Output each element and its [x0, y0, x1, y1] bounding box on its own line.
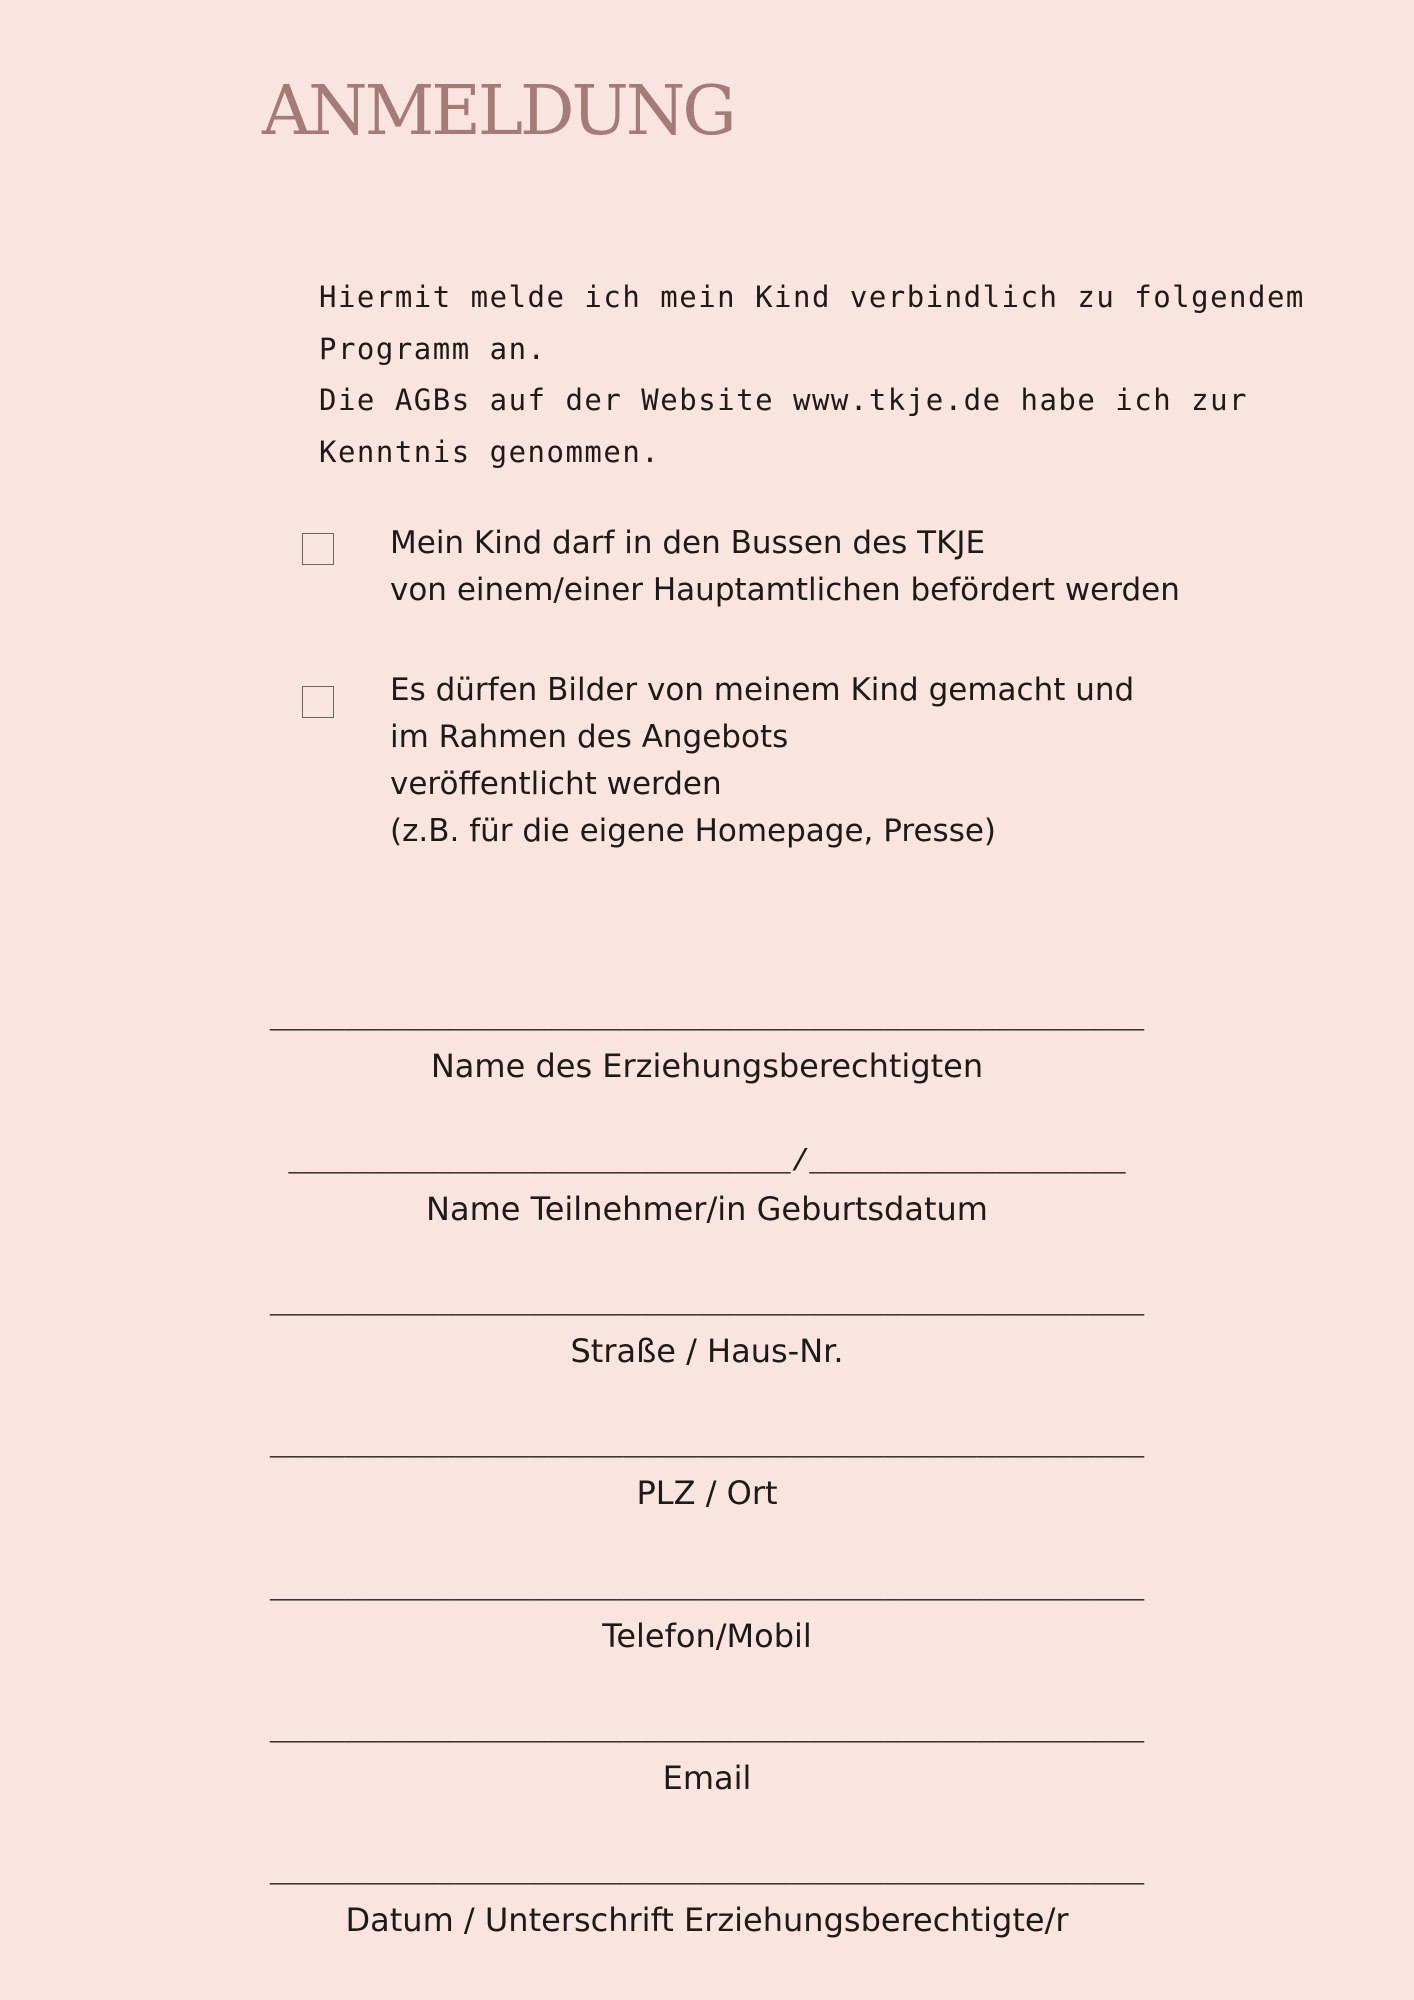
bus-transport-checkbox[interactable]: [302, 533, 334, 565]
consent-line: veröffentlicht werden: [390, 766, 722, 802]
bus-transport-consent-text: [390, 520, 1180, 614]
intro-line: Kenntnis genommen.: [319, 434, 661, 469]
phone-field[interactable]: [0, 1570, 1414, 1662]
field-label: PLZ / Ort: [636, 1474, 778, 1512]
field-label: Telefon/Mobil: [602, 1617, 812, 1655]
consent-line: von einem/einer Hauptamtlichen befördert werden: [390, 572, 1180, 608]
email-field[interactable]: [0, 1712, 1414, 1804]
page-title: ANMELDUNG: [262, 72, 734, 151]
photo-consent-text: [390, 667, 1134, 855]
street-field[interactable]: [0, 1285, 1414, 1377]
signature-line[interactable]: _______________________________________________: [269, 1714, 1145, 1749]
signature-line[interactable]: _______________________________________________: [269, 1856, 1145, 1891]
consent-line: im Rahmen des Angebots: [390, 719, 789, 755]
photo-consent-checkbox[interactable]: [302, 686, 334, 718]
intro-line: Die AGBs auf der Website www.tkje.de habe ich zur: [319, 383, 1249, 417]
intro-line: Programm an.: [319, 331, 547, 366]
date-signature-field[interactable]: [0, 1854, 1414, 1946]
consent-line: (z.B. für die eigene Homepage, Presse): [390, 813, 997, 849]
signature-line[interactable]: ___________________________/_________________: [288, 1145, 1126, 1180]
field-label: Name des Erziehungsberechtigten: [430, 1047, 984, 1085]
field-label: Datum / Unterschrift Erziehungsberechtigte/r: [345, 1901, 1069, 1939]
intro-text: [319, 272, 1305, 478]
consent-line: Es dürfen Bilder von meinem Kind gemacht und: [390, 672, 1135, 708]
participant-birthdate-field[interactable]: [0, 1143, 1414, 1235]
signature-line[interactable]: _______________________________________________: [269, 1429, 1145, 1464]
guardian-name-field[interactable]: [0, 1000, 1414, 1092]
field-label: Straße / Haus-Nr.: [570, 1332, 844, 1370]
signature-line[interactable]: _______________________________________________: [269, 1572, 1145, 1607]
field-label: Email: [662, 1759, 752, 1797]
field-label: Name Teilnehmer/in Geburtsdatum: [426, 1190, 988, 1228]
intro-line: Hiermit melde ich mein Kind verbindlich zu folgendem: [319, 280, 1305, 314]
consent-line: Mein Kind darf in den Bussen des TKJE: [390, 525, 986, 561]
zip-city-field[interactable]: [0, 1427, 1414, 1519]
signature-line[interactable]: _______________________________________________: [269, 1002, 1145, 1037]
signature-line[interactable]: _______________________________________________: [269, 1287, 1145, 1322]
